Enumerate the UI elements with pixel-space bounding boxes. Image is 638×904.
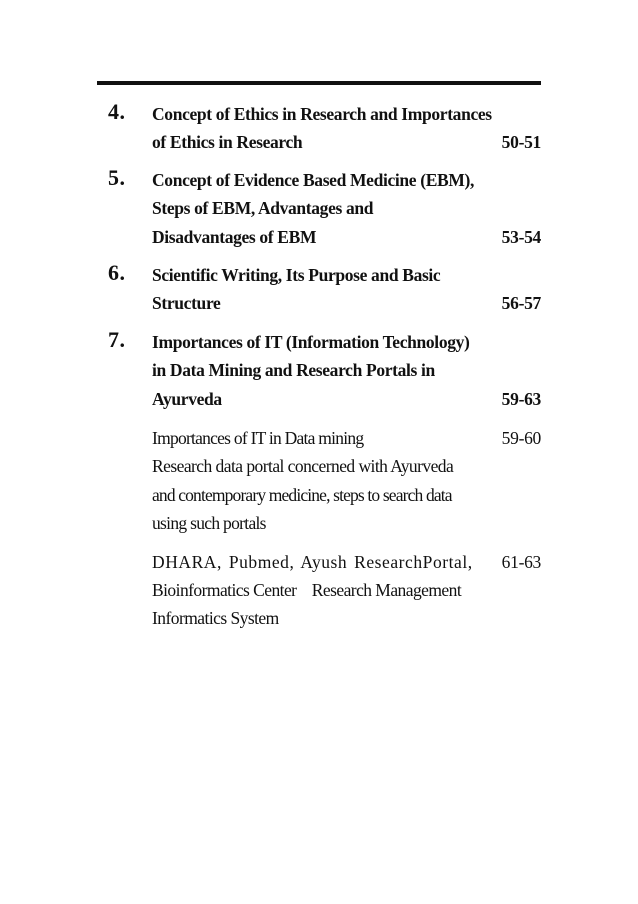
subentry-line: Research data portal concerned with Ayurveda [152,456,454,476]
entry-page-range: 50-51 [501,132,541,152]
entry-title-line: Structure [152,293,221,313]
entry-page-range: 59-63 [501,389,541,409]
subentry-line: using such portals [152,513,266,533]
entry-title-line: Scientific Writing, Its Purpose and Basic [152,265,441,285]
subentry-page-range: 61-63 [501,552,541,572]
entry-title-line: Importances of IT (Information Technology) [152,332,470,352]
entry-title-line: Steps of EBM, Advantages and [152,198,374,218]
entry-title-line: in Data Mining and Research Portals in [152,360,435,380]
entry-title-line: Concept of Evidence Based Medicine (EBM), [152,170,475,190]
entry-title-line: of Ethics in Research [152,132,303,152]
entry-number: 6. [108,260,126,285]
subentry-line: Bioinformatics Center Research Management [152,580,462,600]
subentry-page-range: 59-60 [501,428,541,448]
entry-number: 5. [108,165,126,190]
entry-page-range: 53-54 [501,227,541,247]
entry-title-line: Disadvantages of EBM [152,227,317,247]
subentry-line: Importances of IT in Data mining [152,428,364,448]
entry-page-range: 56-57 [501,293,541,313]
subentry-line: DHARA, Pubmed, Ayush ResearchPortal, [152,552,473,572]
entry-number: 4. [108,99,126,124]
entry-title-line: Concept of Ethics in Research and Importances [152,104,492,124]
subentry-line: Informatics System [152,608,279,628]
entry-number: 7. [108,327,126,352]
entry-title-line: Ayurveda [152,389,222,409]
subentry-line: and contemporary medicine, steps to search data [152,485,452,505]
